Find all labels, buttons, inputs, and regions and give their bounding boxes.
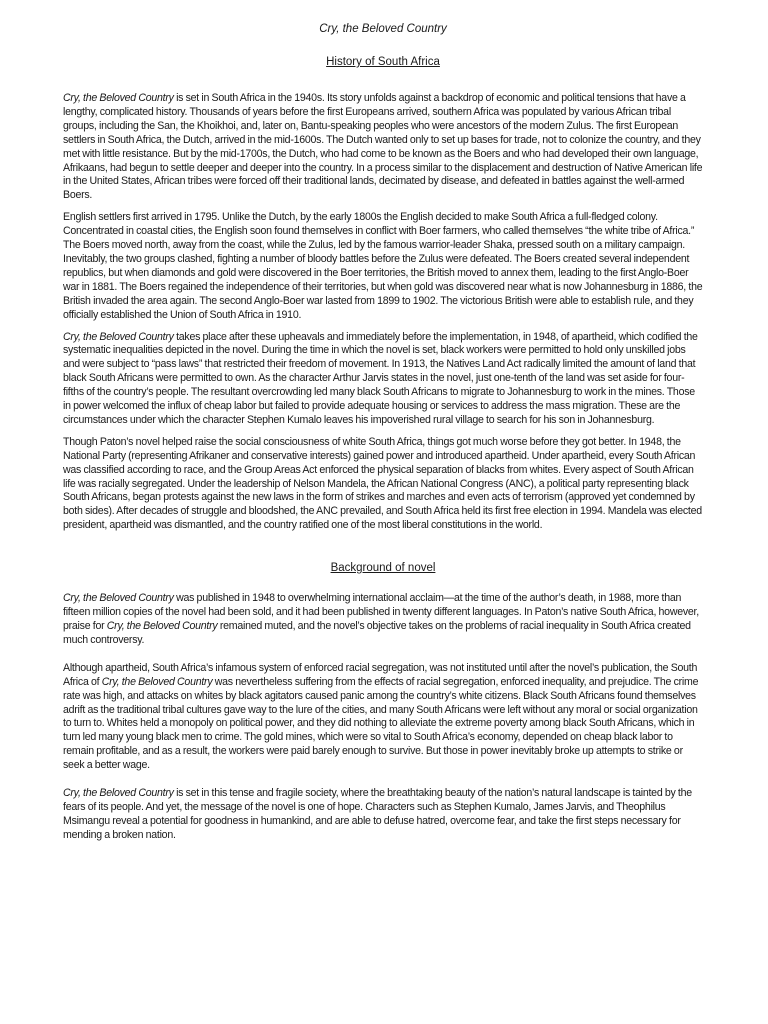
background-heading: Background of novel [330,562,436,575]
background-paragraph-1 [63,592,703,648]
paragraph-text: was published in 1948 to overwhelming international acclaim—at the time of the author’s death, in 1988, more than fifteen million copies of the novel had been sold, and it had been published in twenty different languages. In Paton’s native South Africa, however, praise for [63,592,699,632]
paragraph-text: takes place after these upheavals and immediately before the implementation, in 1948, of apartheid, which codified the systematic inequalities depicted in the novel. During the time in which the novel is set, black workers were permitted to hold only unskilled jobs and were subject to “pass laws” that restricted their freedom of movement. In 1913, the Natives Land Act radically limited the amount of land that black South Africans were permitted to own. As the character Arthur Jarvis states in the novel, just one-tenth of the land was set aside for four-fifths of the country’s people. The resultant overcrowding led many black South Africans to migrate to Johannesburg to work in the mines. Those in power welcomed the influx of cheap labor but failed to provide adequate housing or services to address the mass migration. These are the circumstances under which the character Stephen Kumalo leaves his impoverished rural village to search for his son in Johannesburg. [63,330,698,426]
paragraph-text: Though Paton’s novel helped raise the social consciousness of white South Africa, things got much worse before they got better. In 1948, the National Party (representing Afrikaner and conservative interests) gained power and introduced apartheid. Under apartheid, every South African was classified according to race, and the Group Areas Act enforced the physical separation of blacks from whites. Every aspect of South African life was racially segregated. Under the leadership of Nelson Mandela, the African National Congress (ANC), a political party representing black South Africans, began protests against the new laws in the form of strikes and marches and even acts of terrorism (approved yet condemned by both sides). After decades of struggle and bloodshed, the ANC prevailed, and South Africa held its first free election in 1994. Mandela was elected president, apartheid was dismantled, and the country ratified one of the most liberal constitutions in the world. [63,435,702,532]
paragraph-text: was nevertheless suffering from the effects of racial segregation, enforced inequality, and prejudice. The crime rate was high, and attacks on whites by black agitators caused panic among the country’s white citizens. Black South Africans found themselves adrift as the traditional tribal cultures gave way to the lure of the cities, and many South Africans were left without any moral or social organization to turn to. Whites held a monopoly on political power, and they did nothing to alleviate the extreme poverty among black South Africans, which in turn led many young black men to crime. The gold mines, which were so vital to South Africa’s economy, depended on cheap black labor to remain profitable, and as a result, the workers were paid barely enough to survive. But those in power inevitably broke up attempts to strike or seek a better wage. [63,675,699,772]
book-title-italic: Cry, the Beloved Country [106,620,218,632]
book-title-italic: Cry, the Beloved Country [63,787,174,800]
history-paragraph-3 [63,331,703,428]
document-title: Cry, the Beloved Country [319,23,447,35]
history-heading: History of South Africa [326,56,440,68]
page-content [63,22,703,857]
history-paragraph-2 [63,211,703,322]
paragraph-text: English settlers first arrived in 1795. Unlike the Dutch, by the early 1800s the English decided to make South Africa a full-fledged colony. Concentrated in coastal cities, the English soon found themselves in conflict with Boer farmers, who called themselves “the white tribe of Africa.” The Boers moved north, away from the coast, while the Zulus, led by the famous warrior-leader Shaka, pressed south on a military campaign. Inevitably, the two groups clashed, fighting a number of bloody battles before the Zulus were defeated. The Boers created several independent republics, but when diamonds and gold were discovered in the Boer territories, the British moved to annex them, leading to the first Anglo-Boer war in 1881. The Boers regained the independence of their territories, but when gold was discovered near what is now Johannesburg in 1886, the British invaded the area again. The second Anglo-Boer war lasted from 1899 to 1902. The victorious British were able to establish rule, and they officially established the Union of South Africa in 1910. [63,211,703,321]
history-paragraph-4 [63,436,703,533]
book-title-italic: Cry, the Beloved Country [63,330,174,343]
history-paragraph-1 [63,92,703,203]
background-paragraph-2 [63,662,703,773]
paragraph-text: remained muted, and the novel’s objective takes on the problems of racial inequality in South Africa created much controversy. [63,620,691,646]
paragraph-text: is set in South Africa in the 1940s. Its story unfolds against a backdrop of economic and political tensions that have a lengthy, complicated history. Thousands of years before the first Europeans arrived, southern Africa was populated by various African tribal groups, including the San, the Khoikhoi, and, later on, Bantu-speaking peoples who were ancestors of the modern Zulus. The first European settlers in South Africa, the Dutch, arrived in the mid-1600s. The Dutch wanted only to set up bases for trade, not to colonize the country, and they met with little resistance. But by the mid-1700s, the Dutch, who had come to be known as the Boers and who had developed their own language, Afrikaans, had begun to settle deeper and deeper into the country. In a process similar to the displacement and destruction of Native American life in the United States, African tribes were forced off their traditional lands, decimated by disease, and defeated in battles against the well-armed Boers. [63,92,703,202]
paragraph-text: is set in this tense and fragile society, where the breathtaking beauty of the nation’s natural landscape is tainted by the fears of its people. And yet, the message of the novel is one of hope. Characters such as Stephen Kumalo, James Jarvis, and Theophilus Msimangu reveal a potential for goodness in humankind, and are able to defuse hatred, overcome fear, and take the first steps necessary for mending a broken nation. [63,787,692,841]
background-paragraph-3 [63,787,703,843]
book-title-italic: Cry, the Beloved Country [63,592,174,605]
book-title-italic: Cry, the Beloved Country [101,675,213,688]
paragraph-text: Although apartheid, South Africa’s infamous system of enforced racial segregation, was not instituted until after the novel’s publication, the South Africa of [63,661,698,688]
book-title-italic: Cry, the Beloved Country [63,92,174,104]
